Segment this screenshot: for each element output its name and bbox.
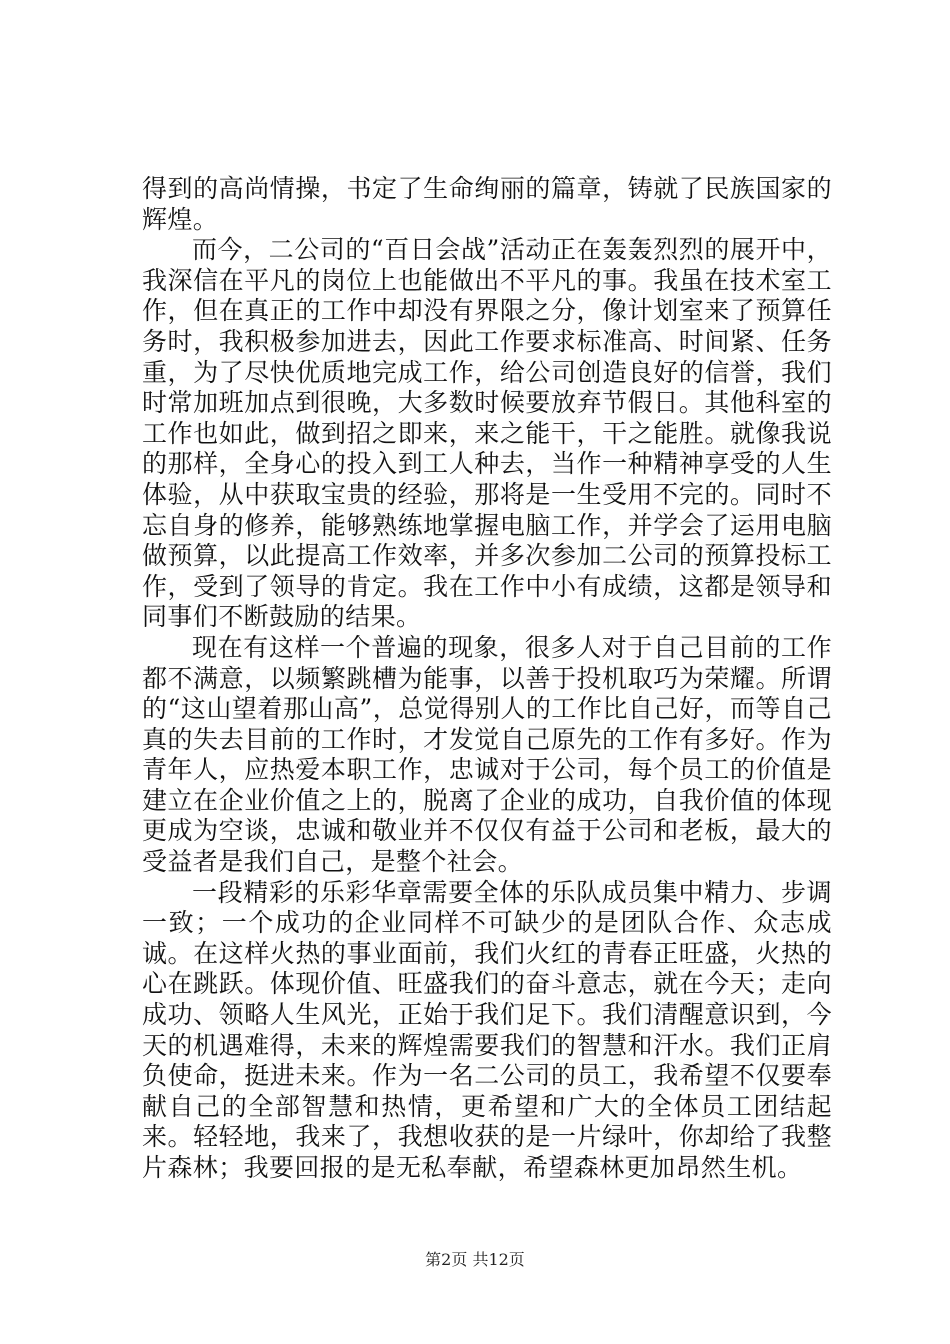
paragraph-hundred-day-campaign: 而今，二公司的“百日会战”活动正在轰轰烈烈的展开中，我深信在平凡的岗位上也能做出不平凡的事。我虽在技术室工作，但在真正的工作中却没有界限之分，像计划室来了预算任务时，我积极参加进去，因此工作要求标准高、时间紧、任务重，为了尽快优质地完成工作，给公司创造良好的信誉，我们时常加班加点到很晚，大多数时候要放弃节假日。其他科室的工作也如此，做到招之即来，来之能干，干之能胜。就像我说的那样，全身心的投入到工人种去，当作一种精神享受的人生体验，从中获取宝贵的经验，那将是一生受用不完的。同时不忘自身的修养，能够熟练地掌握电脑工作，并学会了运用电脑做预算，以此提高工作效率，并多次参加二公司的预算投标工作，受到了领导的肯定。我在工作中小有成绩，这都是领导和同事们不断鼓励的结果。 [142,235,832,632]
paragraph-continuation: 得到的高尚情操，书定了生命绚丽的篇章，铸就了民族国家的辉煌。 [142,174,832,234]
document-body [142,174,832,1184]
paragraph-teamwork: 一段精彩的乐彩华章需要全体的乐队成员集中精力、步调一致；一个成功的企业同样不可缺少的是团队合作、众志成诚。在这样火热的事业面前，我们火红的青春正旺盛，火热的心在跳跃。体现价值、旺盛我们的奋斗意志，就在今天；走向成功、领略人生风光，正始于我们足下。我们清醒意识到，今天的机遇难得，未来的辉煌需要我们的智慧和汗水。我们正肩负使命，挺进未来。作为一名二公司的员工，我希望不仅要奉献自己的全部智慧和热情，更希望和广大的全体员工团结起来。轻轻地，我来了，我想收获的是一片绿叶，你却给了我整片森林；我要回报的是无私奉献，希望森林更加昂然生机。 [142,877,832,1182]
page-number: 第2页 共12页 [425,1250,525,1269]
paragraph-job-loyalty: 现在有这样一个普遍的现象，很多人对于自己目前的工作都不满意，以频繁跳槽为能事，以善于投机取巧为荣耀。所谓的“这山望着那山高”，总觉得别人的工作比自己好，而等自己真的失去目前的工作时，才发觉自己原先的工作有多好。作为青年人，应热爱本职工作，忠诚对于公司，每个员工的价值是建立在企业价值之上的，脱离了企业的成功，自我价值的体现更成为空谈，忠诚和敬业并不仅仅有益于公司和老板，最大的受益者是我们自己，是整个社会。 [142,632,832,877]
